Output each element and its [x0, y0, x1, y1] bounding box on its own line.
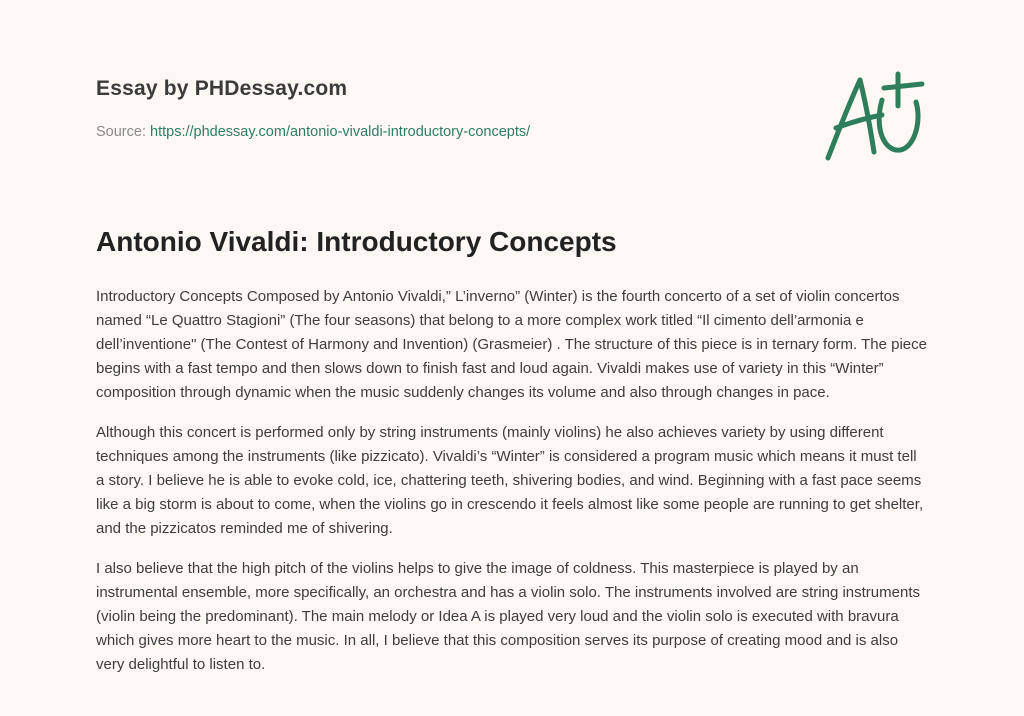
- article-paragraph: Introductory Concepts Composed by Antonio Vivaldi,” L’inverno” (Winter) is the fourth concerto of a set of violin concertos named “Le Quattro Stagioni” (The four seasons) that belong to a more complex work titled “Il cimento dell’armonia e dell’inventione" (The Contest of Harmony and Invention) (Grasmeier) . The structure of this piece is in ternary form. The piece begins with a fast tempo and then slows down to finish fast and loud again. Vivaldi makes use of variety in this “Winter” composition through dynamic when the music suddenly changes its volume and also through changes in pace.: [96, 288, 927, 401]
- source-line: [96, 124, 530, 140]
- article-paragraph: Although this concert is performed only by string instruments (mainly violins) he also achieves variety by using different techniques among the instruments (like pizzicato). Vivaldi’s “Winter” is considered a program music which means it must tell a story. I believe he is able to evoke cold, ice, chattering teeth, shivering bodies, and wind. Beginning with a fast pace seems like a big storm is about to come, when the violins go in crescendo it feels almost like some people are running to get shelter, and the pizzicatos reminded me of shivering.: [96, 424, 924, 537]
- article-title: Antonio Vivaldi: Introductory Concepts: [96, 226, 617, 257]
- site-brand: Essay by PHDessay.com: [96, 77, 348, 100]
- source-label: Source:: [96, 124, 146, 140]
- article-body: [96, 285, 928, 693]
- source-link[interactable]: https://phdessay.com/antonio-vivaldi-introductory-concepts/: [150, 124, 531, 140]
- a-plus-logo-icon: [824, 70, 926, 162]
- article-paragraph: I also believe that the high pitch of the violins helps to give the image of coldness. This masterpiece is played by an instrumental ensemble, more specifically, an orchestra and has a violin solo. The instruments involved are string instruments (violin being the predominant). The main melody or Idea A is played very loud and the violin solo is executed with bravura which gives more heart to the music. In all, I believe that this composition serves its purpose of creating mood and is also very delightful to listen to.: [96, 560, 920, 673]
